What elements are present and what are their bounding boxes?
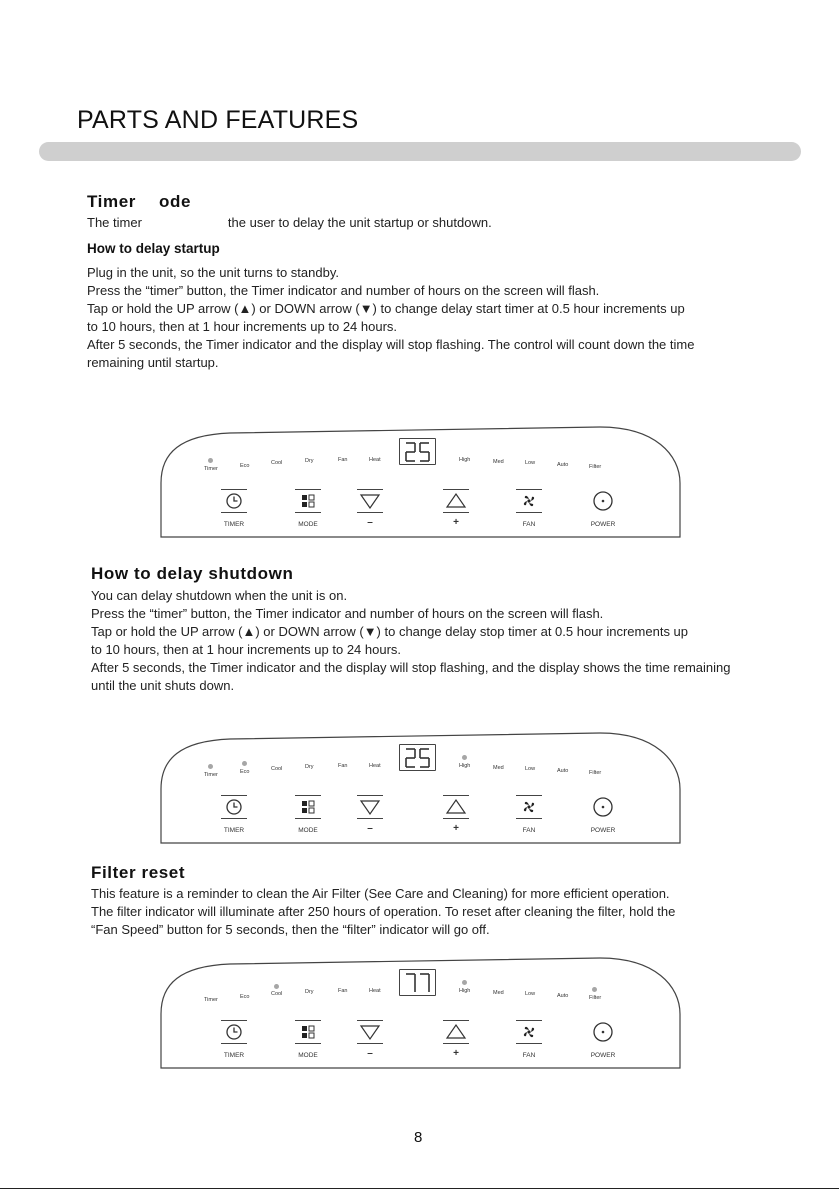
indicator-fan: Fan [338,763,348,769]
indicator-filter: Filter [589,770,602,776]
digit-display [399,969,436,996]
up-button[interactable] [443,795,469,819]
digit-display [399,744,436,771]
indicator-timer: Timer [204,997,218,1003]
indicator-eco: Eco [240,463,250,469]
fan-button[interactable] [516,1020,542,1044]
indicator-dot-high [462,755,467,760]
timer-button-label: TIMER [223,1052,245,1059]
fan-button-label: FAN [522,521,536,528]
indicator-med: Med [493,990,504,996]
timer-button-label: TIMER [223,827,245,834]
indicator-dry: Dry [305,989,314,995]
power-button[interactable] [590,1020,616,1044]
mode-button[interactable] [295,1020,321,1044]
power-icon [592,796,614,818]
down-button[interactable] [357,795,383,819]
fan-button[interactable] [516,795,542,819]
indicator-timer: Timer [204,466,218,472]
indicator-auto: Auto [557,993,569,999]
clock-icon [225,1023,243,1041]
indicator-low: Low [525,460,536,466]
indicator-dot-cool [274,984,279,989]
power-button[interactable] [590,489,616,513]
fan-button-label: FAN [522,1052,536,1059]
mode-button-label: MODE [298,827,318,834]
down-button[interactable] [357,489,383,513]
indicator-dry: Dry [305,764,314,770]
power-icon [592,490,614,512]
indicator-eco: Eco [240,769,250,775]
power-button[interactable] [590,795,616,819]
power-icon [592,1021,614,1043]
indicator-low: Low [525,991,536,997]
triangle-down-icon [359,492,381,510]
indicator-med: Med [493,765,504,771]
indicator-auto: Auto [557,462,569,468]
fan-icon [520,492,538,510]
timer-button[interactable] [221,489,247,513]
indicator-cool: Cool [271,766,283,772]
up-button[interactable] [443,489,469,513]
power-button-label: POWER [590,827,616,834]
clock-icon [225,492,243,510]
indicator-dot-timer [208,764,213,769]
triangle-up-icon [445,1023,467,1041]
triangle-up-icon [445,798,467,816]
indicator-heat: Heat [369,457,381,463]
bottom-rule [0,1188,839,1189]
indicator-cool: Cool [271,460,283,466]
indicator-dry: Dry [305,458,314,464]
fan-icon [520,1023,538,1041]
down-button-label: – [367,1048,373,1059]
indicator-dot-filter [592,987,597,992]
mode-icon [299,1023,317,1041]
indicator-eco: Eco [240,994,250,1000]
title-bar [39,142,801,161]
mode-button-label: MODE [298,521,318,528]
fan-icon [520,798,538,816]
digit-display [399,438,436,465]
control-panel-filter [160,956,681,1069]
triangle-up-icon [445,492,467,510]
indicator-med: Med [493,459,504,465]
down-button-label: – [367,823,373,834]
indicator-dot-timer [208,458,213,463]
up-button-label: + [453,823,459,834]
startup-text: Plug in the unit, so the unit turns to standby. Press the “timer” button, the Timer indicator and number of hours on the screen will flash. Tap or hold the UP arrow (▲) or DOWN arrow (▼) to change delay start timer at 0.5 hour increments up to 10 hours, then at 1 hour increments up to 24 hours. After 5 seconds, the Timer indicator and the display will stop flashing. The control will count down the time remaining until startup. [87,265,695,370]
indicator-high: High [459,988,471,994]
indicator-high: High [459,457,471,463]
timer-mode-intro: The timer the user to delay the unit startup or shutdown. [87,215,492,230]
indicator-filter: Filter [589,464,602,470]
timer-button-label: TIMER [223,521,245,528]
fan-button-label: FAN [522,827,536,834]
power-button-label: POWER [590,1052,616,1059]
up-button-label: + [453,517,459,528]
indicator-dot-eco [242,761,247,766]
up-button[interactable] [443,1020,469,1044]
timer-mode-heading: Timer ode [87,192,192,211]
down-button-label: – [367,517,373,528]
triangle-down-icon [359,798,381,816]
control-panel-startup [160,425,681,538]
power-button-label: POWER [590,521,616,528]
indicator-high: High [459,763,471,769]
mode-icon [299,492,317,510]
indicator-fan: Fan [338,988,348,994]
indicator-heat: Heat [369,988,381,994]
timer-button[interactable] [221,795,247,819]
mode-icon [299,798,317,816]
page-title: PARTS AND FEATURES [77,106,359,134]
indicator-fan: Fan [338,457,348,463]
mode-button-label: MODE [298,1052,318,1059]
timer-button[interactable] [221,1020,247,1044]
indicator-filter: Filter [589,995,602,1001]
down-button[interactable] [357,1020,383,1044]
indicator-dot-high [462,980,467,985]
clock-icon [225,798,243,816]
control-panel-shutdown [160,731,681,844]
mode-button[interactable] [295,489,321,513]
startup-heading: How to delay startup [87,241,220,256]
triangle-down-icon [359,1023,381,1041]
filter-text: This feature is a reminder to clean the Air Filter (See Care and Cleaning) for more efficient operation. The filter indicator will illuminate after 250 hours of operation. To reset after cleaning the filter, hold the “Fan Speed” button for 5 seconds, then the “filter” indicator will go off. [91,886,676,937]
shutdown-heading: How to delay shutdown [91,564,294,583]
indicator-low: Low [525,766,536,772]
mode-button[interactable] [295,795,321,819]
up-button-label: + [453,1048,459,1059]
indicator-timer: Timer [204,772,218,778]
shutdown-text: You can delay shutdown when the unit is on. Press the “timer” button, the Timer indicator and number of hours on the screen will flash. Tap or hold the UP arrow (▲) or DOWN arrow (▼) to change delay stop timer at 0.5 hour increments up to 10 hours, then at 1 hour increments up to 24 hours. After 5 seconds, the Timer indicator and the display will stop flashing, and the display shows the time remaining until the unit shuts down. [91,588,731,693]
indicator-auto: Auto [557,768,569,774]
indicator-heat: Heat [369,763,381,769]
filter-heading: Filter reset [91,863,186,882]
fan-button[interactable] [516,489,542,513]
indicator-cool: Cool [271,991,283,997]
page-number: 8 [414,1129,423,1146]
